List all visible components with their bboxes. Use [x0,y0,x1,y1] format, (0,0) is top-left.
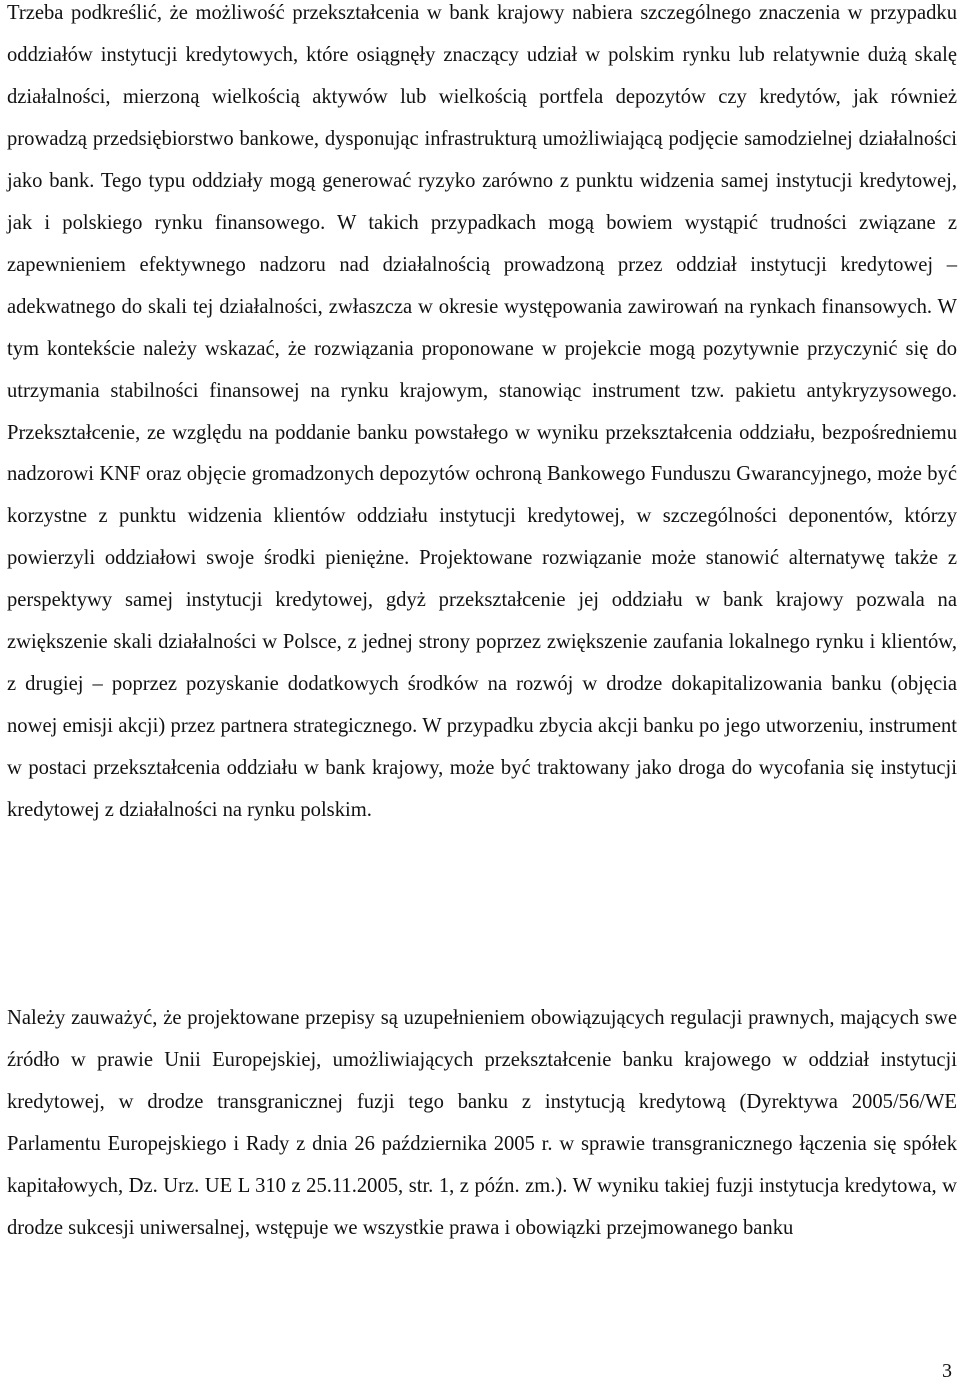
paragraph-2: Należy zauważyć, że projektowane przepisy są uzupełnieniem obowiązujących regulacji prawnych, mających swe źródło w prawie Unii Europejskiej, umożliwiających przekształcenie banku krajowego w oddział instytucji kredytowej, w drodze transgranicznej fuzji tego banku z instytucją kredytową (Dyrektywa 2005/56/WE Parlamentu Europejskiego i Rady z dnia 26 października 2005 r. w sprawie transgranicznego łączenia się spółek kapitałowych, Dz. Urz. UE L 310 z 25.11.2005, str. 1, z późn. zm.). W wyniku takiej fuzji instytucja kredytowa, w drodze sukcesji uniwersalnej, wstępuje we wszystkie prawa i obowiązki przejmowanego banku [7,1007,957,1239]
page-number: 3 [942,1360,952,1382]
paragraph-1: Trzeba podkreślić, że możliwość przekształcenia w bank krajowy nabiera szczególnego znaczenia w przypadku oddziałów instytucji kredytowych, które osiągnęły znaczący udział w polskim rynku lub relatywnie dużą skalę działalności, mierzoną wielkością aktywów lub wielkością portfela depozytów czy kredytów, jak również prowadzą przedsiębiorstwo bankowe, dysponując infrastrukturą umożliwiającą podjęcie samodzielnej działalności jako bank. Tego typu oddziały mogą generować ryzyko zarówno z punktu widzenia samej instytucji kredytowej, jak i polskiego rynku finansowego. W takich przypadkach mogą bowiem wystąpić trudności związane z zapewnieniem efektywnego nadzoru nad działalnością prowadzoną przez oddział instytucji kredytowej – adekwatnego do skali tej działalności, zwłaszcza w okresie występowania zawirowań na rynkach finansowych. W tym kontekście należy wskazać, że rozwiązania proponowane w projekcie mogą pozytywnie przyczynić się do utrzymania stabilności finansowej na rynku krajowym, stanowiąc instrument tzw. pakietu antykryzysowego. Przekształcenie, ze względu na poddanie banku powstałego w wyniku przekształcenia oddziału, bezpośredniemu nadzorowi KNF oraz objęcie gromadzonych depozytów ochroną Bankowego Funduszu Gwarancyjnego, może być korzystne z punktu widzenia klientów oddziału instytucji kredytowej, w szczególności deponentów, którzy powierzyli oddziałowi swoje środki pieniężne. Projektowane rozwiązanie może stanowić alternatywę także z perspektywy samej instytucji kredytowej, gdyż przekształcenie jej oddziału w bank krajowy pozwala na zwiększenie skali działalności w Polsce, z jednej strony poprzez zwiększenie zaufania lokalnego rynku i klientów, z drugiej – poprzez pozyskanie dodatkowych środków na rozwój w drodze dokapitalizowania banku (objęcia nowej emisji akcji) przez partnera strategicznego. W przypadku zbycia akcji banku po jego utworzeniu, instrument w postaci przekształcenia oddziału w bank krajowy, może być traktowany jako droga do wycofania się instytucji kredytowej z działalności na rynku polskim. [7,2,957,822]
